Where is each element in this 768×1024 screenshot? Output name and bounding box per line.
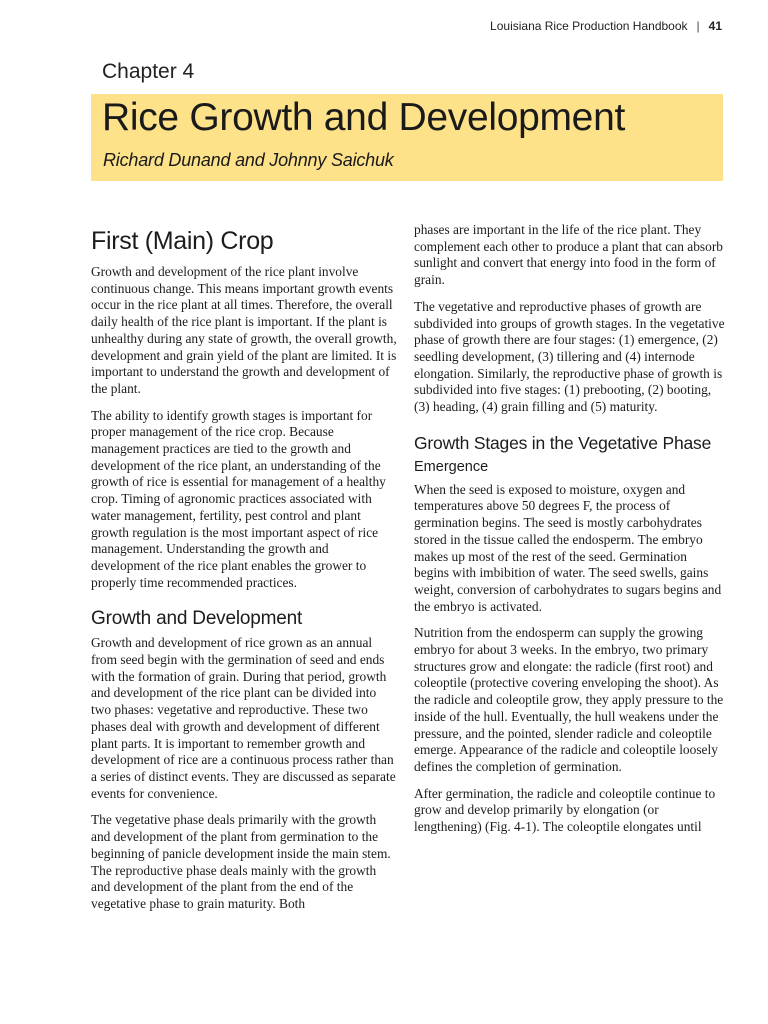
right-column — [414, 222, 725, 846]
paragraph: The vegetative phase deals primarily with the growth and development of the plant from germination to the beginning of panicle development inside the main stem. The reproductive phase deals mainly with the growth and development of the plant from the end of the vegetative phase to grain maturity. Both — [91, 812, 391, 911]
subheading-emergence: Emergence — [414, 458, 489, 475]
running-title: Louisiana Rice Production Handbook — [490, 19, 688, 33]
paragraph: Growth and development of rice grown as an annual from seed begin with the germination of seed and ends with the formation of grain. During that period, growth and development of the rice plant can be divided into two phases: vegetative and reproductive. These two phases deal with growth and development of different plant parts. It is important to remember growth and development of rice are a continuous process rather than a series of distinct events. They are discussed as separate events for convenience. — [91, 635, 396, 801]
heading-vegetative-stages: Growth Stages in the Vegetative Phase — [414, 432, 712, 453]
paragraph: When the seed is exposed to moisture, oxygen and temperatures above 50 degrees F, the process of germination begins. The seed is mostly carbohydrates stored in the tissue called the endosperm. The embryo makes up most of the rest of the seed. Germination begins with imbibition of water. The seed swells, gains weight, conversion of carbohydrates to sugars begins and the embryo is activated. — [414, 481, 722, 614]
paragraph: Growth and development of the rice plant involve continuous change. This means important growth events occur in the rice plant at all times. Therefore, the overall daily health of the rice plant is important. If the plant is unhealthy during any state of growth, the overall growth, development and grain yield of the plant are limited. It is important to understand the growth and development of the plant. — [91, 264, 397, 396]
left-column — [91, 222, 398, 923]
chapter-authors: Richard Dunand and Johnny Saichuk — [103, 150, 394, 170]
paragraph: The vegetative and reproductive phases of growth are subdivided into groups of growth stages. In the vegetative phase of growth there are four stages: (1) emergence, (2) seedling development, (3) tillering and (4) internode elongation. Similarly, the reproductive phase of growth is subdivided into five stages: (1) prebooting, (2) booting, (3) heading, (4) grain filling and (5) maturity. — [414, 298, 725, 415]
paragraph: After germination, the radicle and coleoptile continue to grow and develop primarily by elongation (or lengthening) (Fig. 4-1). The coleoptile elongates until — [414, 785, 716, 835]
paragraph: The ability to identify growth stages is important for proper management of the rice crop. Because management practices are tied to the growth and development of the rice plant, an understanding of the growth of rice is essential for management of a healthy crop. Timing of agronomic practices associated with water management, fertility, pest control and plant growth regulation is the most important aspect of rice management. Understanding the growth and development of the rice plant enables the grower to properly time recommended practices. — [91, 407, 386, 590]
header-separator: | — [696, 19, 700, 33]
chapter-label: Chapter 4 — [102, 60, 195, 83]
paragraph: Nutrition from the endosperm can supply the growing embryo for about 3 weeks. In the embryo, two primary structures grow and elongate: the radicle (first root) and coleoptile (protective covering enveloping the shoot). As the radicle and coleoptile grow, they apply pressure to the inside of the hull. Eventually, the hull weakens under the pressure, and the pointed, slender radicle and coleoptile emerge. Appearance of the radicle and coleoptile loosely defines the completion of germination. — [414, 625, 724, 774]
paragraph-continued: phases are important in the life of the rice plant. They complement each other to produce a plant that can absorb sunlight and convert that energy into food in the form of grain. — [414, 222, 723, 288]
heading-first-crop: First (Main) Crop — [91, 227, 274, 255]
heading-growth-development: Growth and Development — [91, 608, 303, 630]
chapter-title: Rice Growth and Development — [102, 96, 625, 139]
title-band — [91, 94, 723, 181]
running-header — [490, 19, 722, 33]
page-number: 41 — [708, 19, 722, 33]
